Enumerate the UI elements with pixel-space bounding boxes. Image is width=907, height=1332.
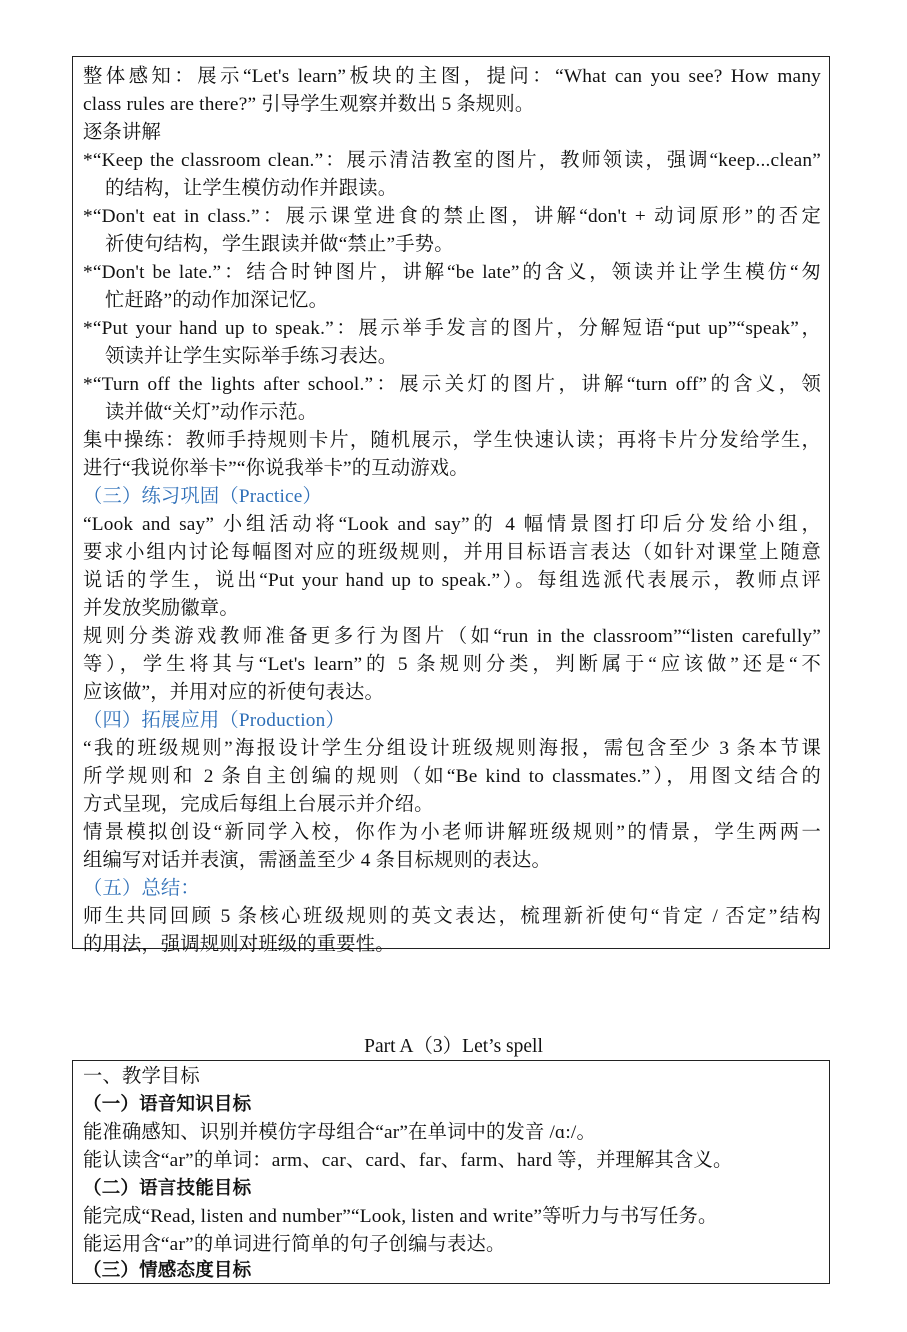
section-heading-production: （四）拓展应用（Production） xyxy=(83,710,345,731)
objectives-table-cell xyxy=(72,1060,830,1284)
text-line: 方式呈现，完成后每组上台展示并介绍。 xyxy=(83,794,434,815)
list-item: *“Don't be late.”：结合时钟图片，讲解“be late”的含义，领读并让学生模仿“匆 xyxy=(83,262,821,283)
list-item: *“Put your hand up to speak.”：展示举手发言的图片，分解短语“put up”“speak”， xyxy=(83,318,821,339)
text-line: 情景模拟创设“新同学入校，你作为小老师讲解班级规则”的情景，学生两两一 xyxy=(83,822,821,843)
text-line: class rules are there?” 引导学生观察并数出 5 条规则。 xyxy=(83,94,535,115)
text-line: 要求小组内讨论每幅图对应的班级规则，并用目标语言表达（如针对课堂上随意 xyxy=(83,542,821,563)
text-line: 等），学生将其与“Let's learn”的 5 条规则分类，判断属于“应该做”还是“不 xyxy=(83,654,821,675)
lesson-steps-table-cell xyxy=(72,56,830,955)
list-item: *“Keep the classroom clean.”：展示清洁教室的图片，教师领读，强调“keep...clean” xyxy=(83,150,821,171)
subheading-skills: （二）语言技能目标 xyxy=(83,1178,252,1199)
text-line: 进行“我说你举卡”“你说我举卡”的互动游戏。 xyxy=(83,458,469,479)
subheading-phonics: （一）语音知识目标 xyxy=(83,1094,252,1115)
list-item: *“Turn off the lights after school.”：展示关灯的图片，讲解“turn off”的含义，领 xyxy=(83,374,821,395)
list-item-continuation: 祈使句结构，学生跟读并做“禁止”手势。 xyxy=(105,234,454,255)
list-item-continuation: 领读并让学生实际举手练习表达。 xyxy=(105,346,398,367)
list-item-continuation: 忙赶路”的动作加深记忆。 xyxy=(105,290,329,311)
subheading-attitude: （三）情感态度目标 xyxy=(83,1260,252,1281)
text-line: 应该做”，并用对应的祈使句表达。 xyxy=(83,682,384,703)
text-line: 整体感知：展示“Let's learn”板块的主图，提问：“What can you see? How many xyxy=(83,66,821,87)
text-line: “我的班级规则”海报设计学生分组设计班级规则海报，需包含至少 3 条本节课 xyxy=(83,738,821,759)
section-heading-objectives: 一、教学目标 xyxy=(83,1066,200,1087)
list-item-continuation: 的结构，让学生模仿动作并跟读。 xyxy=(105,178,398,199)
text-line: 说话的学生，说出“Put your hand up to speak.”）。每组选派代表展示，教师点评 xyxy=(83,570,821,591)
text-line: 能认读含“ar”的单词：arm、car、card、far、farm、hard 等，并理解其含义。 xyxy=(83,1150,733,1171)
part-title: Part A（3）Let’s spell xyxy=(364,1036,543,1057)
text-line: 的用法，强调规则对班级的重要性。 xyxy=(83,934,395,955)
list-item-continuation: 读并做“关灯”动作示范。 xyxy=(105,402,318,423)
text-line: 所学规则和 2 条自主创编的规则（如“Be kind to classmates.”），用图文结合的 xyxy=(83,766,821,787)
text-line: 师生共同回顾 5 条核心班级规则的英文表达，梳理新祈使句“肯定 / 否定”结构 xyxy=(83,906,821,927)
list-item: *“Don't eat in class.”：展示课堂进食的禁止图，讲解“don't + 动词原形”的否定 xyxy=(83,206,821,227)
section-label: 逐条讲解 xyxy=(83,122,161,143)
text-line: 并发放奖励徽章。 xyxy=(83,598,239,619)
text-line: 集中操练：教师手持规则卡片，随机展示，学生快速认读；再将卡片分发给学生， xyxy=(83,430,821,451)
text-line: 能运用含“ar”的单词进行简单的句子创编与表达。 xyxy=(83,1234,506,1255)
section-heading-summary: （五）总结： xyxy=(83,878,200,899)
section-heading-practice: （三）练习巩固（Practice） xyxy=(83,486,323,507)
text-line: 组编写对话并表演，需涵盖至少 4 条目标规则的表达。 xyxy=(83,850,551,871)
text-line: 能准确感知、识别并模仿字母组合“ar”在单词中的发音 /ɑ:/。 xyxy=(83,1122,596,1143)
text-line: “Look and say” 小组活动将“Look and say”的 4 幅情景图打印后分发给小组， xyxy=(83,514,821,535)
text-line: 能完成“Read, listen and number”“Look, listen and write”等听力与书写任务。 xyxy=(83,1206,718,1227)
text-line: 规则分类游戏教师准备更多行为图片（如“run in the classroom”“listen carefully” xyxy=(83,626,821,647)
